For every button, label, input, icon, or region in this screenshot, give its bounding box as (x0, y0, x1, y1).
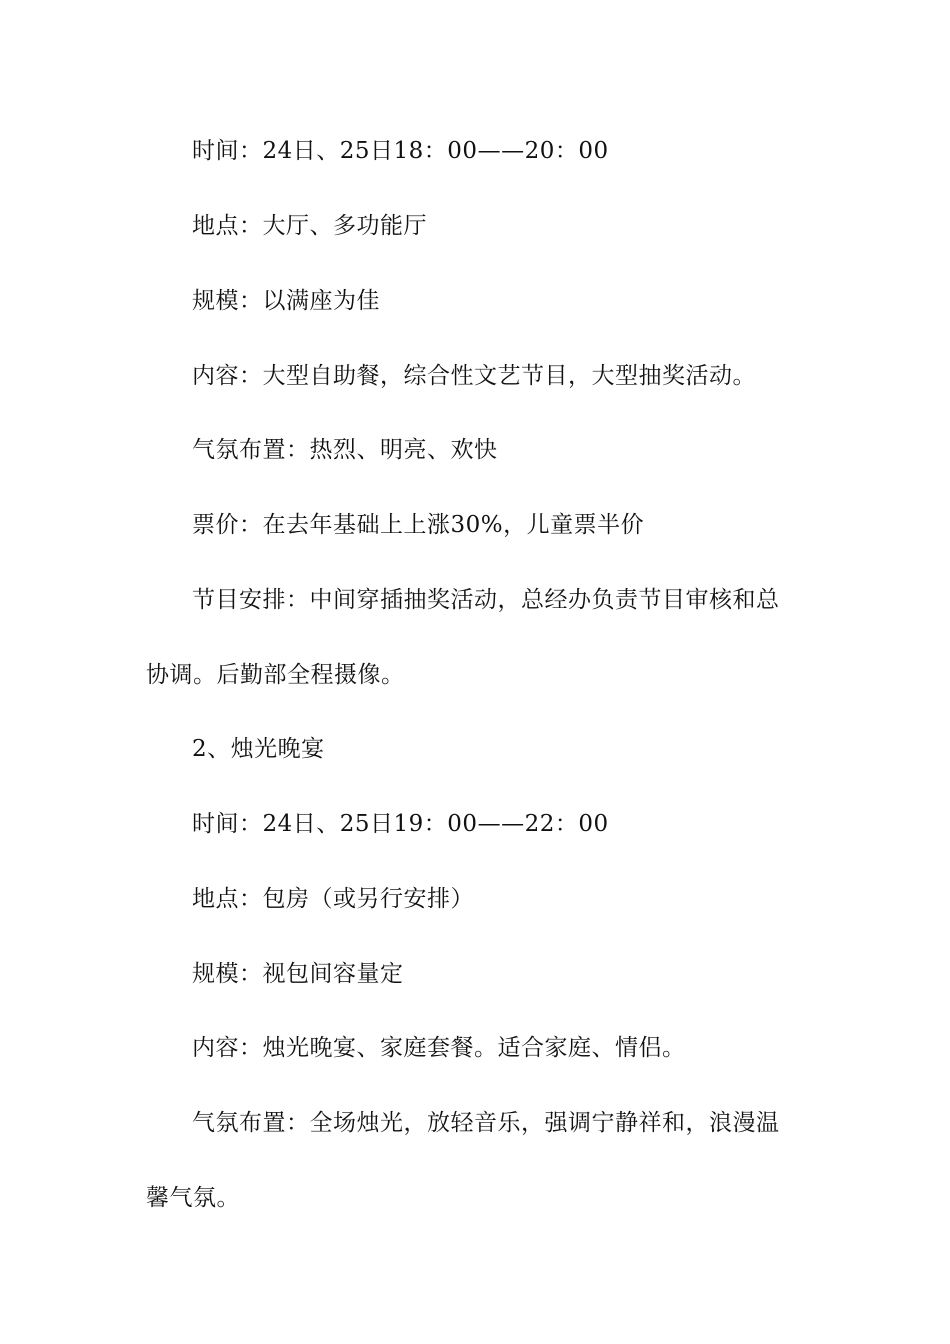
text-line-atmosphere-2: 气氛布置：全场烛光，放轻音乐，强调宁静祥和，浪漫温 (192, 1110, 780, 1136)
text-line-scale-1: 规模：以满座为佳 (192, 288, 380, 314)
text-line-location-1: 地点：大厅、多功能厅 (192, 213, 427, 239)
text-line-time-2: 时间：24日、25日19：00——22：00 (192, 811, 609, 837)
text-line-scale-2: 规模：视包间容量定 (192, 961, 404, 987)
text-line-program-continuation: 协调。后勤部全程摄像。 (146, 662, 405, 688)
text-line-content-2: 内容：烛光晚宴、家庭套餐。适合家庭、情侣。 (192, 1035, 686, 1061)
text-line-program-arrangement: 节目安排：中间穿插抽奖活动，总经办负责节目审核和总 (192, 587, 780, 613)
text-line-ticket-price: 票价：在去年基础上上涨30%，儿童票半价 (192, 512, 645, 538)
text-line-atmosphere-1: 气氛布置：热烈、明亮、欢快 (192, 437, 498, 463)
text-line-location-2: 地点：包房（或另行安排） (192, 886, 474, 912)
text-line-atmosphere-2-continuation: 馨气氛。 (146, 1185, 240, 1211)
section-heading-candlelight-dinner: 2、烛光晚宴 (192, 736, 325, 762)
text-line-content-1: 内容：大型自助餐，综合性文艺节目，大型抽奖活动。 (192, 363, 756, 389)
text-line-time-1: 时间：24日、25日18：00——20：00 (192, 138, 609, 164)
